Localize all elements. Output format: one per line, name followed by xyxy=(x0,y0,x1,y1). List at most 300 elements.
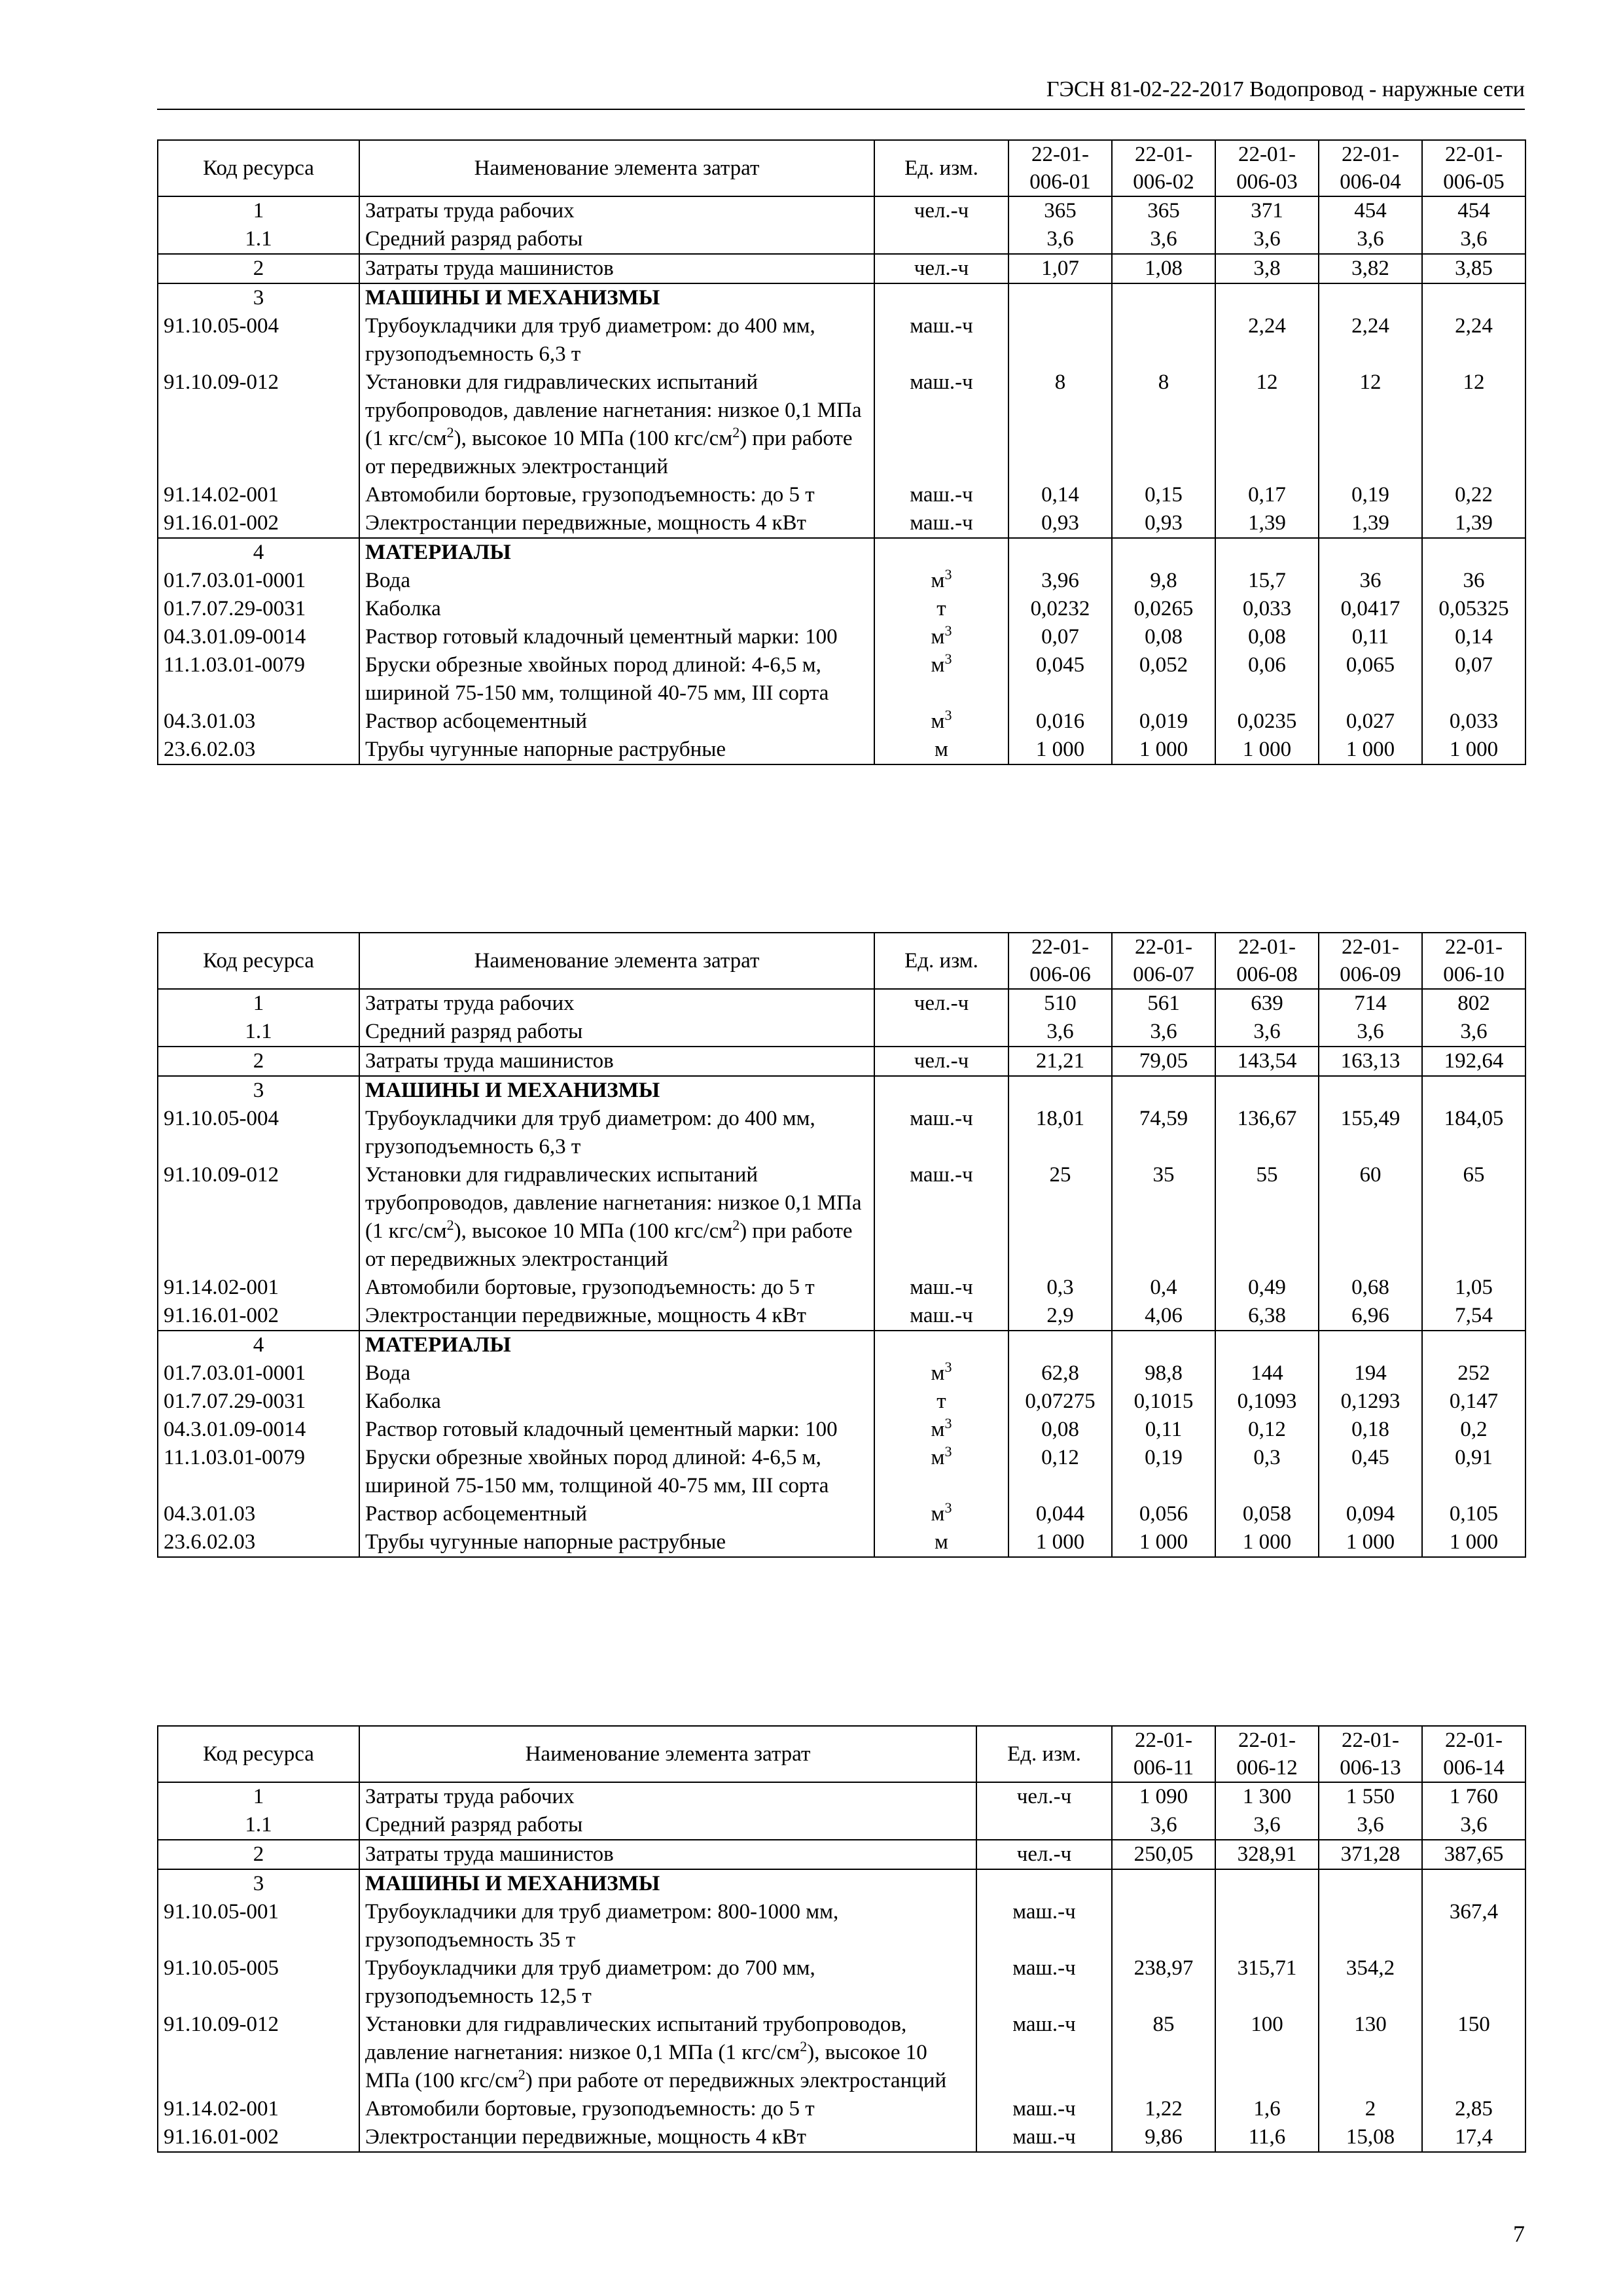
row-value: 15,08 xyxy=(1319,2123,1422,2152)
row-code: 91.16.01-002 xyxy=(158,509,359,538)
row-value: 0,19 xyxy=(1319,481,1422,509)
row-code: 91.14.02-001 xyxy=(158,1274,359,1302)
row-unit: маш.-ч xyxy=(874,1161,1008,1274)
row-unit: маш.-ч xyxy=(874,312,1008,368)
row-value xyxy=(1215,538,1319,567)
row-value: 155,49 xyxy=(1319,1105,1422,1161)
row-code: 2 xyxy=(158,1840,359,1869)
row-value: 3,8 xyxy=(1215,254,1319,283)
row-value: 3,6 xyxy=(1215,225,1319,254)
row-value: 0,15 xyxy=(1112,481,1215,509)
row-code: 1 xyxy=(158,196,359,225)
row-code: 23.6.02.03 xyxy=(158,736,359,764)
header-row xyxy=(158,1726,1525,1782)
row-code: 3 xyxy=(158,1869,359,1898)
row-value: 1 300 xyxy=(1215,1782,1319,1811)
row-value xyxy=(1215,1898,1319,1954)
header-column: 22-01-006-08 xyxy=(1215,933,1319,989)
row-value xyxy=(1008,1331,1112,1359)
resource-row xyxy=(158,1359,1525,1388)
row-code: 91.16.01-002 xyxy=(158,2123,359,2152)
row-value: 0,07 xyxy=(1008,623,1112,651)
row-value xyxy=(1112,1076,1215,1105)
row-code: 91.16.01-002 xyxy=(158,1302,359,1331)
row-code: 91.10.05-005 xyxy=(158,1954,359,2011)
row-value: 1 000 xyxy=(1215,736,1319,764)
row-value xyxy=(1008,312,1112,368)
row-code: 91.10.09-012 xyxy=(158,368,359,481)
row-value xyxy=(1422,1954,1525,2011)
row-value: 0,1093 xyxy=(1215,1388,1319,1416)
resource-row xyxy=(158,1954,1525,2011)
section-row xyxy=(158,1869,1525,1898)
row-value xyxy=(1112,283,1215,312)
row-value: 454 xyxy=(1319,196,1422,225)
row-value: 1 000 xyxy=(1112,1528,1215,1557)
header-column: 22-01-006-11 xyxy=(1112,1726,1215,1782)
row-unit: $м^3$ xyxy=(874,1444,1008,1500)
row-value: 0,12 xyxy=(1215,1416,1319,1444)
row-value: 0,0232 xyxy=(1008,595,1112,623)
row-value xyxy=(1422,538,1525,567)
row-name: Автомобили бортовые, грузоподъемность: до 5 т xyxy=(359,1274,874,1302)
row-value: 0,094 xyxy=(1319,1500,1422,1528)
row-value: 2 xyxy=(1319,2095,1422,2123)
row-code: 3 xyxy=(158,1076,359,1105)
section-row xyxy=(158,1018,1525,1047)
section-row xyxy=(158,1331,1525,1359)
header-column: 22-01-006-14 xyxy=(1422,1726,1525,1782)
row-name: Электростанции передвижные, мощность 4 кВт xyxy=(359,2123,976,2152)
section-row xyxy=(158,1047,1525,1076)
row-name: Затраты труда машинистов xyxy=(359,254,874,283)
row-value xyxy=(1319,283,1422,312)
row-name: Трубоукладчики для труб диаметром: до 700 мм, грузоподъемность 12,5 т xyxy=(359,1954,976,2011)
row-value: 0,68 xyxy=(1319,1274,1422,1302)
row-value: 3,6 xyxy=(1112,225,1215,254)
row-value: 3,6 xyxy=(1319,1811,1422,1840)
row-unit xyxy=(874,225,1008,254)
row-value: 0,19 xyxy=(1112,1444,1215,1500)
row-value: 1,07 xyxy=(1008,254,1112,283)
resource-row xyxy=(158,368,1525,481)
row-code: 04.3.01.09-0014 xyxy=(158,1416,359,1444)
row-value xyxy=(1319,1076,1422,1105)
resource-row xyxy=(158,595,1525,623)
row-unit: чел.-ч xyxy=(874,1047,1008,1076)
row-value: 0,11 xyxy=(1319,623,1422,651)
row-code: 4 xyxy=(158,538,359,567)
row-value: 252 xyxy=(1422,1359,1525,1388)
row-value xyxy=(1319,1331,1422,1359)
row-value: 1 000 xyxy=(1008,736,1112,764)
row-unit: $м^3$ xyxy=(874,1500,1008,1528)
row-value: 6,38 xyxy=(1215,1302,1319,1331)
row-value: 0,0265 xyxy=(1112,595,1215,623)
row-value: 136,67 xyxy=(1215,1105,1319,1161)
row-value: 0,033 xyxy=(1215,595,1319,623)
row-value: 74,59 xyxy=(1112,1105,1215,1161)
row-value: 55 xyxy=(1215,1161,1319,1274)
row-value: 2,85 xyxy=(1422,2095,1525,2123)
row-value: 3,6 xyxy=(1422,1811,1525,1840)
row-name: Каболка xyxy=(359,1388,874,1416)
row-value xyxy=(1422,1331,1525,1359)
row-value: 0,3 xyxy=(1008,1274,1112,1302)
row-name: Средний разряд работы xyxy=(359,225,874,254)
row-code: 3 xyxy=(158,283,359,312)
row-name: Трубоукладчики для труб диаметром: 800-1000 мм, грузоподъемность 35 т xyxy=(359,1898,976,1954)
row-code: 1.1 xyxy=(158,225,359,254)
row-value xyxy=(1422,1076,1525,1105)
header-column: 22-01-006-13 xyxy=(1319,1726,1422,1782)
row-value: 3,6 xyxy=(1422,1018,1525,1047)
header-column: 22-01-006-06 xyxy=(1008,933,1112,989)
row-value: 98,8 xyxy=(1112,1359,1215,1388)
row-value: 0,4 xyxy=(1112,1274,1215,1302)
section-row xyxy=(158,1076,1525,1105)
resource-row xyxy=(158,1302,1525,1331)
resource-row xyxy=(158,736,1525,764)
row-unit: маш.-ч xyxy=(976,2095,1112,2123)
row-value xyxy=(1112,538,1215,567)
row-value: 802 xyxy=(1422,989,1525,1018)
row-code: 04.3.01.03 xyxy=(158,1500,359,1528)
row-value: 18,01 xyxy=(1008,1105,1112,1161)
row-name: Вода xyxy=(359,1359,874,1388)
row-value xyxy=(1008,538,1112,567)
row-unit xyxy=(874,1076,1008,1105)
row-unit: $м^3$ xyxy=(874,651,1008,708)
row-unit: маш.-ч xyxy=(874,509,1008,538)
row-value: 1,05 xyxy=(1422,1274,1525,1302)
row-value: 0,0417 xyxy=(1319,595,1422,623)
resource-row xyxy=(158,567,1525,595)
row-value: 0,11 xyxy=(1112,1416,1215,1444)
row-value xyxy=(1112,1869,1215,1898)
row-value: 328,91 xyxy=(1215,1840,1319,1869)
row-name: Трубоукладчики для труб диаметром: до 400 мм, грузоподъемность 6,3 т xyxy=(359,312,874,368)
row-name: Затраты труда машинистов xyxy=(359,1840,976,1869)
row-value: 163,13 xyxy=(1319,1047,1422,1076)
header-code: Код ресурса xyxy=(158,1726,359,1782)
row-unit: т xyxy=(874,595,1008,623)
row-unit xyxy=(874,1331,1008,1359)
resource-row xyxy=(158,509,1525,538)
row-unit: чел.-ч xyxy=(874,254,1008,283)
row-unit: маш.-ч xyxy=(976,2011,1112,2095)
row-value: 0,07 xyxy=(1422,651,1525,708)
row-name: МАШИНЫ И МЕХАНИЗМЫ xyxy=(359,1869,976,1898)
row-unit: маш.-ч xyxy=(874,368,1008,481)
row-value: 8 xyxy=(1008,368,1112,481)
row-value: 0,06 xyxy=(1215,651,1319,708)
row-value: 510 xyxy=(1008,989,1112,1018)
row-value xyxy=(1215,1076,1319,1105)
row-value xyxy=(1319,538,1422,567)
row-value: 3,6 xyxy=(1112,1811,1215,1840)
row-value: 0,147 xyxy=(1422,1388,1525,1416)
row-code: 23.6.02.03 xyxy=(158,1528,359,1557)
header-column: 22-01-006-09 xyxy=(1319,933,1422,989)
row-value: 3,6 xyxy=(1422,225,1525,254)
row-value: 365 xyxy=(1112,196,1215,225)
resource-row xyxy=(158,1500,1525,1528)
header-column: 22-01-006-12 xyxy=(1215,1726,1319,1782)
resource-table-3 xyxy=(157,1725,1526,2153)
row-value: 144 xyxy=(1215,1359,1319,1388)
resource-row xyxy=(158,1274,1525,1302)
row-value: 192,64 xyxy=(1422,1047,1525,1076)
row-name: Электростанции передвижные, мощность 4 кВт xyxy=(359,509,874,538)
header-name: Наименование элемента затрат xyxy=(359,1726,976,1782)
row-value: 9,86 xyxy=(1112,2123,1215,2152)
row-value: 0,93 xyxy=(1112,509,1215,538)
row-unit: маш.-ч xyxy=(874,1274,1008,1302)
row-value: 35 xyxy=(1112,1161,1215,1274)
row-unit: маш.-ч xyxy=(874,1302,1008,1331)
row-code: 11.1.03.01-0079 xyxy=(158,651,359,708)
row-value: 0,016 xyxy=(1008,708,1112,736)
row-name: Установки для гидравлических испытаний трубопроводов, давление нагнетания: низкое 0,1 МПа (1 кгс/$см^2$), высокое 10 МПа (100 кгс/$см^2$) при работе от передвижных электростанций xyxy=(359,2011,976,2095)
row-value: 4,06 xyxy=(1112,1302,1215,1331)
row-name: Трубы чугунные напорные раструбные xyxy=(359,736,874,764)
row-unit: маш.-ч xyxy=(874,481,1008,509)
row-name: Средний разряд работы xyxy=(359,1811,976,1840)
row-value: 561 xyxy=(1112,989,1215,1018)
row-code: 01.7.03.01-0001 xyxy=(158,1359,359,1388)
row-value: 36 xyxy=(1319,567,1422,595)
row-code: 4 xyxy=(158,1331,359,1359)
row-name: Бруски обрезные хвойных пород длиной: 4-6,5 м, шириной 75-150 мм, толщиной 40-75 мм, III сорта xyxy=(359,1444,874,1500)
row-value: 1 760 xyxy=(1422,1782,1525,1811)
row-unit xyxy=(874,1018,1008,1047)
row-value: 0,019 xyxy=(1112,708,1215,736)
row-value: 1 090 xyxy=(1112,1782,1215,1811)
row-unit: м xyxy=(874,1528,1008,1557)
header-column: 22-01-006-05 xyxy=(1422,140,1525,196)
row-value xyxy=(1112,1331,1215,1359)
row-unit: маш.-ч xyxy=(976,1954,1112,2011)
row-name: Раствор готовый кладочный цементный марки: 100 xyxy=(359,1416,874,1444)
row-name: Установки для гидравлических испытаний трубопроводов, давление нагнетания: низкое 0,1 МПа (1 кгс/$см^2$), высокое 10 МПа (100 кгс/$см^2$) при работе от передвижных электростанций xyxy=(359,1161,874,1274)
row-value: 1,6 xyxy=(1215,2095,1319,2123)
header-unit: Ед. изм. xyxy=(874,140,1008,196)
row-value: 1 000 xyxy=(1112,736,1215,764)
row-value: 17,4 xyxy=(1422,2123,1525,2152)
row-value: 354,2 xyxy=(1319,1954,1422,2011)
row-value: 130 xyxy=(1319,2011,1422,2095)
row-value: 100 xyxy=(1215,2011,1319,2095)
section-row xyxy=(158,1840,1525,1869)
row-name: Автомобили бортовые, грузоподъемность: до 5 т xyxy=(359,481,874,509)
row-value: 1,39 xyxy=(1215,509,1319,538)
row-value xyxy=(1422,283,1525,312)
row-value: 0,065 xyxy=(1319,651,1422,708)
row-value: 250,05 xyxy=(1112,1840,1215,1869)
row-value: 1 000 xyxy=(1319,736,1422,764)
row-value: 0,91 xyxy=(1422,1444,1525,1500)
resource-row xyxy=(158,651,1525,708)
row-code: 2 xyxy=(158,1047,359,1076)
row-unit: $м^3$ xyxy=(874,1416,1008,1444)
row-value xyxy=(1112,312,1215,368)
row-value: 12 xyxy=(1319,368,1422,481)
row-unit xyxy=(874,283,1008,312)
section-row xyxy=(158,1782,1525,1811)
row-value: 3,6 xyxy=(1008,1018,1112,1047)
row-name: Вода xyxy=(359,567,874,595)
row-name: МАТЕРИАЛЫ xyxy=(359,538,874,567)
row-value: 65 xyxy=(1422,1161,1525,1274)
row-value: 0,14 xyxy=(1422,623,1525,651)
row-value: 454 xyxy=(1422,196,1525,225)
row-value: 0,14 xyxy=(1008,481,1112,509)
row-code: 91.10.05-001 xyxy=(158,1898,359,1954)
row-value: 0,052 xyxy=(1112,651,1215,708)
header-column: 22-01-006-03 xyxy=(1215,140,1319,196)
row-name: МАТЕРИАЛЫ xyxy=(359,1331,874,1359)
row-name: Затраты труда машинистов xyxy=(359,1047,874,1076)
section-row xyxy=(158,196,1525,225)
row-unit: т xyxy=(874,1388,1008,1416)
row-value: 0,22 xyxy=(1422,481,1525,509)
row-name: МАШИНЫ И МЕХАНИЗМЫ xyxy=(359,1076,874,1105)
header-column: 22-01-006-04 xyxy=(1319,140,1422,196)
row-code: 11.1.03.01-0079 xyxy=(158,1444,359,1500)
row-value: 11,6 xyxy=(1215,2123,1319,2152)
row-value: 184,05 xyxy=(1422,1105,1525,1161)
row-unit: $м^3$ xyxy=(874,567,1008,595)
row-value: 0,45 xyxy=(1319,1444,1422,1500)
header-name: Наименование элемента затрат xyxy=(359,933,874,989)
row-value: 0,49 xyxy=(1215,1274,1319,1302)
row-value xyxy=(1215,283,1319,312)
row-value: 0,044 xyxy=(1008,1500,1112,1528)
resource-row xyxy=(158,1388,1525,1416)
row-value: 0,058 xyxy=(1215,1500,1319,1528)
section-row xyxy=(158,1811,1525,1840)
row-value: 0,1015 xyxy=(1112,1388,1215,1416)
section-row xyxy=(158,254,1525,283)
row-name: Бруски обрезные хвойных пород длиной: 4-6,5 м, шириной 75-150 мм, толщиной 40-75 мм, III сорта xyxy=(359,651,874,708)
row-value: 0,027 xyxy=(1319,708,1422,736)
row-value: 365 xyxy=(1008,196,1112,225)
row-value: 143,54 xyxy=(1215,1047,1319,1076)
header-code: Код ресурса xyxy=(158,140,359,196)
row-value: 1,39 xyxy=(1319,509,1422,538)
row-value: 1 000 xyxy=(1008,1528,1112,1557)
row-value: 3,96 xyxy=(1008,567,1112,595)
section-row xyxy=(158,989,1525,1018)
row-name: Средний разряд работы xyxy=(359,1018,874,1047)
row-value: 3,6 xyxy=(1319,225,1422,254)
row-value: 2,24 xyxy=(1422,312,1525,368)
resource-row xyxy=(158,1416,1525,1444)
resource-row xyxy=(158,481,1525,509)
row-code: 2 xyxy=(158,254,359,283)
row-code: 91.10.05-004 xyxy=(158,1105,359,1161)
row-value: 0,1293 xyxy=(1319,1388,1422,1416)
resource-row xyxy=(158,312,1525,368)
row-name: Каболка xyxy=(359,595,874,623)
row-unit: $м^3$ xyxy=(874,623,1008,651)
row-value: 85 xyxy=(1112,2011,1215,2095)
row-value: 3,6 xyxy=(1319,1018,1422,1047)
section-row xyxy=(158,283,1525,312)
row-name: МАШИНЫ И МЕХАНИЗМЫ xyxy=(359,283,874,312)
row-value: 12 xyxy=(1215,368,1319,481)
row-value: 0,2 xyxy=(1422,1416,1525,1444)
row-value: 371,28 xyxy=(1319,1840,1422,1869)
header-column: 22-01-006-07 xyxy=(1112,933,1215,989)
row-value: 0,056 xyxy=(1112,1500,1215,1528)
row-unit: м xyxy=(874,736,1008,764)
row-unit: чел.-ч xyxy=(874,196,1008,225)
row-value xyxy=(1008,283,1112,312)
header-column: 22-01-006-10 xyxy=(1422,933,1525,989)
row-value xyxy=(1215,1331,1319,1359)
row-value: 2,9 xyxy=(1008,1302,1112,1331)
row-value: 1 000 xyxy=(1422,1528,1525,1557)
row-value: 12 xyxy=(1422,368,1525,481)
resource-row xyxy=(158,1898,1525,1954)
row-name: Трубоукладчики для труб диаметром: до 400 мм, грузоподъемность 6,3 т xyxy=(359,1105,874,1161)
row-value: 79,05 xyxy=(1112,1047,1215,1076)
row-unit xyxy=(976,1811,1112,1840)
document-title: ГЭСН 81-02-22-2017 Водопровод - наружные сети xyxy=(1046,77,1525,101)
row-value: 0,05325 xyxy=(1422,595,1525,623)
row-unit xyxy=(874,538,1008,567)
row-value: 194 xyxy=(1319,1359,1422,1388)
row-value xyxy=(1215,1869,1319,1898)
row-value xyxy=(1319,1869,1422,1898)
row-value: 0,12 xyxy=(1008,1444,1112,1500)
resource-row xyxy=(158,1528,1525,1557)
row-code: 91.10.09-012 xyxy=(158,1161,359,1274)
row-value: 7,54 xyxy=(1422,1302,1525,1331)
row-value: 2,24 xyxy=(1215,312,1319,368)
row-name: Установки для гидравлических испытаний трубопроводов, давление нагнетания: низкое 0,1 МПа (1 кгс/$см^2$), высокое 10 МПа (100 кгс/$см^2$) при работе от передвижных электростанций xyxy=(359,368,874,481)
row-value: 1 000 xyxy=(1215,1528,1319,1557)
row-code: 91.14.02-001 xyxy=(158,481,359,509)
row-value: 0,93 xyxy=(1008,509,1112,538)
row-unit: маш.-ч xyxy=(976,2123,1112,2152)
row-value: 3,6 xyxy=(1008,225,1112,254)
row-value: 25 xyxy=(1008,1161,1112,1274)
row-name: Раствор асбоцементный xyxy=(359,1500,874,1528)
row-value: 3,82 xyxy=(1319,254,1422,283)
row-name: Трубы чугунные напорные раструбные xyxy=(359,1528,874,1557)
resource-table-1 xyxy=(157,139,1526,765)
row-value: 238,97 xyxy=(1112,1954,1215,2011)
row-value xyxy=(1422,1869,1525,1898)
row-value: 0,3 xyxy=(1215,1444,1319,1500)
row-name: Электростанции передвижные, мощность 4 кВт xyxy=(359,1302,874,1331)
resource-row xyxy=(158,708,1525,736)
row-value: 1,22 xyxy=(1112,2095,1215,2123)
row-value: 0,08 xyxy=(1008,1416,1112,1444)
row-value: 36 xyxy=(1422,567,1525,595)
row-code: 01.7.07.29-0031 xyxy=(158,595,359,623)
header-column: 22-01-006-02 xyxy=(1112,140,1215,196)
header-row xyxy=(158,140,1525,196)
row-value: 0,033 xyxy=(1422,708,1525,736)
resource-row xyxy=(158,1444,1525,1500)
resource-row xyxy=(158,2095,1525,2123)
row-code: 04.3.01.03 xyxy=(158,708,359,736)
row-value: 387,65 xyxy=(1422,1840,1525,1869)
